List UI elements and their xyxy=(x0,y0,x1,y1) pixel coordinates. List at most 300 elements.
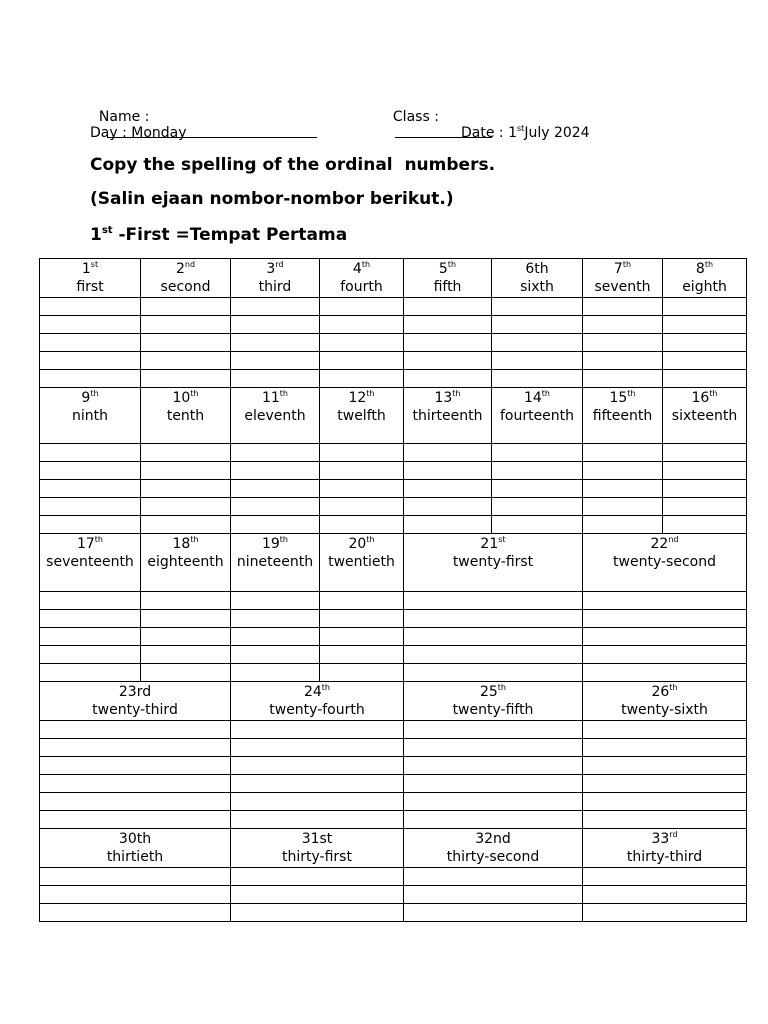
writing-cell[interactable] xyxy=(663,316,747,334)
writing-cell[interactable] xyxy=(583,334,663,352)
instruction-translation: (Salin ejaan nombor-nombor berikut.) xyxy=(90,189,454,209)
writing-cell[interactable] xyxy=(40,334,141,352)
ordinal-header-row xyxy=(40,534,747,592)
ordinal-word: eleventh xyxy=(244,408,306,424)
writing-row xyxy=(40,628,747,646)
ordinal-suffix: st xyxy=(498,535,506,544)
writing-row xyxy=(40,334,747,352)
writing-cell[interactable] xyxy=(404,775,583,793)
ordinal-word: twenty-second xyxy=(613,554,716,570)
writing-cell[interactable] xyxy=(231,462,320,480)
writing-cell[interactable] xyxy=(141,610,231,628)
writing-cell[interactable] xyxy=(231,904,404,922)
writing-cell[interactable] xyxy=(231,664,320,682)
ordinal-digits: 1 xyxy=(81,261,91,277)
ordinal-digits: 24 xyxy=(303,684,322,700)
writing-cell[interactable] xyxy=(231,757,404,775)
writing-cell[interactable] xyxy=(231,370,320,388)
writing-cell[interactable] xyxy=(663,298,747,316)
ordinal-number xyxy=(320,260,403,278)
writing-row xyxy=(40,811,747,829)
writing-row xyxy=(40,664,747,682)
writing-cell[interactable] xyxy=(583,316,663,334)
writing-cell[interactable] xyxy=(492,298,583,316)
example-line xyxy=(90,225,347,245)
writing-cell[interactable] xyxy=(40,444,141,462)
ordinal-suffix: rd xyxy=(275,260,284,269)
ordinal-suffix: th xyxy=(704,260,714,269)
writing-cell[interactable] xyxy=(40,370,141,388)
ordinal-digits: 23rd xyxy=(118,684,152,700)
ordinal-word: fourth xyxy=(340,279,383,295)
writing-cell[interactable] xyxy=(141,498,231,516)
writing-cell[interactable] xyxy=(141,516,231,534)
writing-cell[interactable] xyxy=(320,664,404,682)
writing-cell[interactable] xyxy=(231,298,320,316)
ordinal-number xyxy=(40,260,140,278)
ordinal-cell xyxy=(404,534,583,592)
writing-cell[interactable] xyxy=(40,498,141,516)
writing-cell[interactable] xyxy=(141,664,231,682)
writing-cell[interactable] xyxy=(663,352,747,370)
writing-cell[interactable] xyxy=(320,444,404,462)
ordinal-word: ninth xyxy=(72,408,108,424)
ordinal-cell xyxy=(40,534,141,592)
writing-cell[interactable] xyxy=(231,516,320,534)
writing-row xyxy=(40,298,747,316)
writing-row xyxy=(40,793,747,811)
writing-cell[interactable] xyxy=(40,868,231,886)
writing-cell[interactable] xyxy=(320,498,404,516)
ordinal-cell xyxy=(40,829,231,868)
ordinal-number xyxy=(583,683,746,701)
writing-cell[interactable] xyxy=(141,480,231,498)
ordinal-digits: 31st xyxy=(301,831,333,847)
writing-cell[interactable] xyxy=(583,664,747,682)
name-label: Name : xyxy=(98,109,150,125)
ordinal-number xyxy=(231,260,319,278)
ordinal-suffix: nd xyxy=(668,535,679,544)
writing-cell[interactable] xyxy=(141,462,231,480)
writing-row xyxy=(40,610,747,628)
writing-cell[interactable] xyxy=(404,592,583,610)
ordinal-suffix: th xyxy=(541,389,551,398)
ordinal-cell xyxy=(231,388,320,444)
ordinal-cell xyxy=(231,259,320,298)
writing-cell[interactable] xyxy=(320,646,404,664)
writing-cell[interactable] xyxy=(492,462,583,480)
ordinal-number xyxy=(404,830,582,848)
ordinal-suffix: th xyxy=(321,683,331,692)
ordinal-suffix: th xyxy=(497,683,507,692)
writing-cell[interactable] xyxy=(231,811,404,829)
ordinal-digits: 16 xyxy=(691,390,710,406)
writing-cell[interactable] xyxy=(141,444,231,462)
writing-row xyxy=(40,462,747,480)
writing-cell[interactable] xyxy=(404,886,583,904)
writing-cell[interactable] xyxy=(404,646,583,664)
ordinal-number xyxy=(583,389,662,407)
writing-cell[interactable] xyxy=(320,370,404,388)
ordinal-word: thirty-first xyxy=(282,849,352,865)
ordinal-number xyxy=(404,683,582,701)
ordinal-cell xyxy=(40,682,231,721)
ordinal-word: thirty-third xyxy=(626,849,703,865)
ordinal-word: twenty-sixth xyxy=(621,702,708,718)
ordinal-number xyxy=(663,260,746,278)
ordinal-cell xyxy=(583,388,663,444)
writing-cell[interactable] xyxy=(141,592,231,610)
writing-cell[interactable] xyxy=(404,334,492,352)
ordinal-table xyxy=(39,258,747,922)
ordinal-cell xyxy=(404,829,583,868)
ordinal-word: twenty-third xyxy=(92,702,178,718)
ordinal-digits: 9 xyxy=(81,390,91,406)
writing-cell[interactable] xyxy=(404,444,492,462)
writing-cell[interactable] xyxy=(141,352,231,370)
writing-cell[interactable] xyxy=(583,592,747,610)
writing-cell[interactable] xyxy=(492,444,583,462)
ordinal-digits: 20 xyxy=(348,536,367,552)
ordinal-cell xyxy=(231,829,404,868)
writing-cell[interactable] xyxy=(583,721,747,739)
writing-cell[interactable] xyxy=(663,516,747,534)
writing-cell[interactable] xyxy=(663,498,747,516)
writing-cell[interactable] xyxy=(40,664,141,682)
writing-cell[interactable] xyxy=(320,628,404,646)
ordinal-cell xyxy=(583,829,747,868)
ordinal-digits: 15 xyxy=(609,390,628,406)
writing-cell[interactable] xyxy=(404,498,492,516)
writing-cell[interactable] xyxy=(320,516,404,534)
writing-cell[interactable] xyxy=(40,739,231,757)
ordinal-cell xyxy=(404,388,492,444)
ordinal-cell xyxy=(404,682,583,721)
writing-cell[interactable] xyxy=(492,316,583,334)
writing-cell[interactable] xyxy=(40,628,141,646)
ordinal-cell xyxy=(663,388,747,444)
ordinal-digits: 8 xyxy=(695,261,705,277)
writing-cell[interactable] xyxy=(40,775,231,793)
ordinal-suffix: th xyxy=(94,535,104,544)
ordinal-word: thirty-second xyxy=(446,849,540,865)
writing-cell[interactable] xyxy=(583,904,747,922)
writing-cell[interactable] xyxy=(583,370,663,388)
ordinal-word: sixth xyxy=(520,279,554,295)
writing-cell[interactable] xyxy=(231,868,404,886)
ordinal-number xyxy=(583,260,662,278)
ordinal-header-row xyxy=(40,259,747,298)
writing-cell[interactable] xyxy=(320,592,404,610)
ordinal-number xyxy=(404,260,491,278)
ordinal-digits: 7 xyxy=(613,261,623,277)
ordinal-word: second xyxy=(160,279,211,295)
ordinal-cell xyxy=(40,259,141,298)
ordinal-digits: 12 xyxy=(348,390,367,406)
writing-cell[interactable] xyxy=(40,904,231,922)
ordinal-header-row xyxy=(40,829,747,868)
writing-cell[interactable] xyxy=(320,462,404,480)
writing-row xyxy=(40,516,747,534)
ordinal-digits: 2 xyxy=(175,261,185,277)
writing-cell[interactable] xyxy=(583,775,747,793)
writing-cell[interactable] xyxy=(231,444,320,462)
writing-cell[interactable] xyxy=(404,739,583,757)
writing-cell[interactable] xyxy=(141,628,231,646)
ordinal-cell xyxy=(404,259,492,298)
ordinal-number xyxy=(40,389,140,407)
ordinal-cell xyxy=(320,534,404,592)
writing-cell[interactable] xyxy=(492,370,583,388)
writing-cell[interactable] xyxy=(492,352,583,370)
ordinal-digits: 19 xyxy=(261,536,280,552)
writing-cell[interactable] xyxy=(404,904,583,922)
writing-cell[interactable] xyxy=(40,592,141,610)
writing-cell[interactable] xyxy=(583,480,663,498)
writing-cell[interactable] xyxy=(40,298,141,316)
ordinal-cell xyxy=(663,259,747,298)
writing-row xyxy=(40,444,747,462)
writing-row xyxy=(40,646,747,664)
writing-cell[interactable] xyxy=(40,886,231,904)
writing-cell[interactable] xyxy=(320,352,404,370)
ordinal-number xyxy=(231,830,403,848)
writing-cell[interactable] xyxy=(141,646,231,664)
writing-cell[interactable] xyxy=(492,498,583,516)
writing-cell[interactable] xyxy=(663,480,747,498)
writing-row xyxy=(40,868,747,886)
ordinal-word: eighteenth xyxy=(147,554,224,570)
ordinal-suffix: rd xyxy=(669,830,678,839)
ordinal-word: twenty-first xyxy=(452,554,534,570)
example-num: 1 xyxy=(90,225,102,245)
ordinal-digits: 21 xyxy=(480,536,499,552)
writing-cell[interactable] xyxy=(320,298,404,316)
writing-row xyxy=(40,721,747,739)
writing-cell[interactable] xyxy=(231,480,320,498)
ordinal-suffix: th xyxy=(622,260,632,269)
ordinal-number xyxy=(583,535,746,553)
ordinal-cell xyxy=(141,259,231,298)
ordinal-digits: 26 xyxy=(651,684,670,700)
writing-cell[interactable] xyxy=(231,628,320,646)
ordinal-number xyxy=(320,535,403,553)
ordinal-suffix: th xyxy=(669,683,678,692)
writing-cell[interactable] xyxy=(583,298,663,316)
ordinal-suffix: th xyxy=(361,260,371,269)
writing-row xyxy=(40,352,747,370)
ordinal-suffix: th xyxy=(279,389,289,398)
writing-cell[interactable] xyxy=(404,298,492,316)
ordinal-digits: 17 xyxy=(76,536,95,552)
writing-cell[interactable] xyxy=(404,516,492,534)
writing-cell[interactable] xyxy=(231,886,404,904)
ordinal-digits: 6th xyxy=(525,261,549,277)
ordinal-word: twelfth xyxy=(337,408,386,424)
ordinal-suffix: th xyxy=(447,260,457,269)
writing-cell[interactable] xyxy=(404,610,583,628)
writing-cell[interactable] xyxy=(404,370,492,388)
writing-cell[interactable] xyxy=(583,793,747,811)
writing-cell[interactable] xyxy=(40,811,231,829)
writing-cell[interactable] xyxy=(404,757,583,775)
ordinal-digits: 11 xyxy=(261,390,280,406)
ordinal-number xyxy=(492,260,582,278)
date-suffix: July 2024 xyxy=(524,125,590,141)
ordinal-digits: 32nd xyxy=(475,831,511,847)
ordinal-digits: 5 xyxy=(438,261,448,277)
writing-cell[interactable] xyxy=(404,628,583,646)
writing-cell[interactable] xyxy=(40,462,141,480)
ordinal-word: fifth xyxy=(433,279,462,295)
ordinal-cell xyxy=(583,682,747,721)
writing-row xyxy=(40,480,747,498)
writing-cell[interactable] xyxy=(40,316,141,334)
writing-cell[interactable] xyxy=(231,592,320,610)
ordinal-digits: 25 xyxy=(479,684,498,700)
writing-row xyxy=(40,498,747,516)
writing-cell[interactable] xyxy=(231,721,404,739)
writing-cell[interactable] xyxy=(40,352,141,370)
writing-cell[interactable] xyxy=(583,610,747,628)
writing-cell[interactable] xyxy=(583,811,747,829)
writing-cell[interactable] xyxy=(583,886,747,904)
writing-cell[interactable] xyxy=(231,775,404,793)
writing-cell[interactable] xyxy=(320,610,404,628)
writing-cell[interactable] xyxy=(40,757,231,775)
writing-cell[interactable] xyxy=(141,334,231,352)
writing-row xyxy=(40,904,747,922)
date-sup: st xyxy=(517,124,525,133)
writing-cell[interactable] xyxy=(40,793,231,811)
ordinal-word: twenty-fifth xyxy=(452,702,534,718)
writing-cell[interactable] xyxy=(583,498,663,516)
writing-cell[interactable] xyxy=(492,334,583,352)
ordinal-number xyxy=(320,389,403,407)
writing-cell[interactable] xyxy=(404,793,583,811)
writing-cell[interactable] xyxy=(404,811,583,829)
ordinal-word: thirteenth xyxy=(412,408,483,424)
writing-cell[interactable] xyxy=(231,316,320,334)
ordinal-suffix: th xyxy=(279,535,289,544)
writing-cell[interactable] xyxy=(404,462,492,480)
writing-cell[interactable] xyxy=(583,352,663,370)
writing-cell[interactable] xyxy=(583,868,747,886)
instruction-title: Copy the spelling of the ordinal numbers. xyxy=(90,155,496,175)
writing-row xyxy=(40,316,747,334)
writing-cell[interactable] xyxy=(404,721,583,739)
writing-cell[interactable] xyxy=(231,352,320,370)
ordinal-number xyxy=(141,535,230,553)
ordinal-number xyxy=(141,260,230,278)
writing-cell[interactable] xyxy=(583,628,747,646)
ordinal-word: seventh xyxy=(594,279,651,295)
ordinal-number xyxy=(40,830,230,848)
writing-cell[interactable] xyxy=(40,646,141,664)
writing-cell[interactable] xyxy=(231,646,320,664)
ordinal-header-row xyxy=(40,682,747,721)
writing-cell[interactable] xyxy=(320,316,404,334)
date-prefix: Date : 1 xyxy=(461,125,517,141)
ordinal-suffix: st xyxy=(90,260,99,269)
ordinal-word: thirtieth xyxy=(106,849,164,865)
writing-cell[interactable] xyxy=(231,334,320,352)
ordinal-suffix: th xyxy=(366,389,375,398)
ordinal-number xyxy=(231,535,319,553)
writing-row xyxy=(40,757,747,775)
writing-cell[interactable] xyxy=(583,646,747,664)
writing-cell[interactable] xyxy=(492,480,583,498)
writing-cell[interactable] xyxy=(492,516,583,534)
writing-cell[interactable] xyxy=(231,498,320,516)
ordinal-digits: 22 xyxy=(650,536,669,552)
ordinal-word: third xyxy=(258,279,292,295)
writing-cell[interactable] xyxy=(320,334,404,352)
writing-cell[interactable] xyxy=(663,334,747,352)
ordinal-suffix: th xyxy=(190,389,199,398)
ordinal-cell xyxy=(141,388,231,444)
ordinal-digits: 33 xyxy=(651,831,670,847)
writing-cell[interactable] xyxy=(404,316,492,334)
writing-cell[interactable] xyxy=(663,370,747,388)
writing-cell[interactable] xyxy=(404,664,583,682)
writing-cell[interactable] xyxy=(40,610,141,628)
writing-cell[interactable] xyxy=(404,352,492,370)
ordinal-number xyxy=(141,389,230,407)
writing-cell[interactable] xyxy=(583,444,663,462)
writing-cell[interactable] xyxy=(583,757,747,775)
writing-cell[interactable] xyxy=(663,462,747,480)
writing-cell[interactable] xyxy=(583,739,747,757)
ordinal-number xyxy=(231,389,319,407)
date-text xyxy=(461,125,590,141)
ordinal-word: tenth xyxy=(166,408,205,424)
writing-cell[interactable] xyxy=(663,444,747,462)
writing-cell[interactable] xyxy=(404,480,492,498)
ordinal-digits: 3 xyxy=(266,261,276,277)
ordinal-digits: 30th xyxy=(118,831,152,847)
writing-cell[interactable] xyxy=(141,298,231,316)
writing-cell[interactable] xyxy=(40,721,231,739)
ordinal-suffix: th xyxy=(627,389,636,398)
writing-cell[interactable] xyxy=(40,516,141,534)
ordinal-number xyxy=(40,683,230,701)
writing-cell[interactable] xyxy=(231,793,404,811)
writing-cell[interactable] xyxy=(320,480,404,498)
writing-cell[interactable] xyxy=(231,610,320,628)
writing-cell[interactable] xyxy=(404,868,583,886)
ordinal-word: seventeenth xyxy=(46,554,134,570)
ordinal-suffix: th xyxy=(366,535,375,544)
writing-row xyxy=(40,775,747,793)
writing-cell[interactable] xyxy=(583,462,663,480)
writing-cell[interactable] xyxy=(583,516,663,534)
ordinal-cell xyxy=(231,682,404,721)
ordinal-suffix: th xyxy=(90,389,99,398)
ordinal-cell xyxy=(320,388,404,444)
ordinal-header-row xyxy=(40,388,747,444)
ordinal-number xyxy=(40,535,140,553)
writing-cell[interactable] xyxy=(141,370,231,388)
class-label: Class : xyxy=(392,109,439,125)
writing-cell[interactable] xyxy=(40,480,141,498)
writing-row xyxy=(40,370,747,388)
writing-cell[interactable] xyxy=(141,316,231,334)
writing-cell[interactable] xyxy=(231,739,404,757)
ordinal-cell xyxy=(583,534,747,592)
ordinal-digits: 13 xyxy=(434,390,453,406)
ordinal-cell xyxy=(231,534,320,592)
